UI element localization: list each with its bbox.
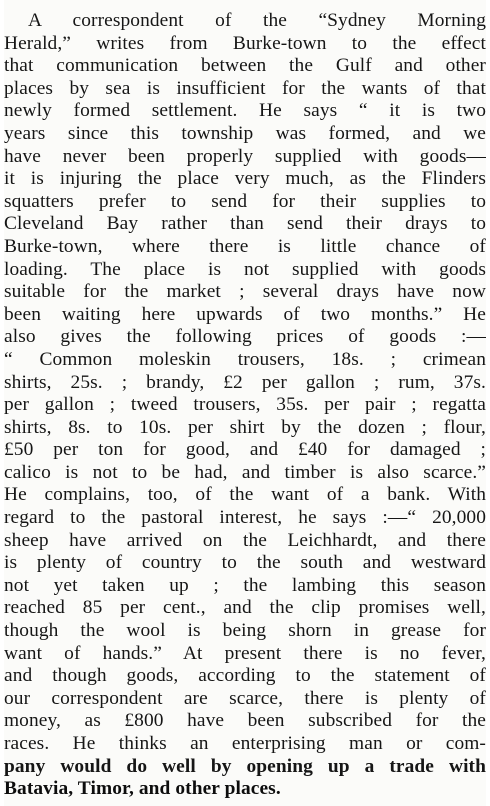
article-line: pany would do well by opening up a trade with [4,755,486,777]
article-line: it is injuring the place very much, as the Flinders [4,168,486,190]
article-line: “ Common moleskin trousers, 18s. ; crimean [4,348,486,370]
article-line: is plenty of country to the south and westward [4,552,486,574]
article-line: Herald,” writes from Burke-town to the effect [4,32,486,54]
article-body [4,10,486,801]
article-line: places by sea is insufficient for the wants of that [4,77,486,99]
article-line: been waiting here upwards of two months.” He [4,303,486,325]
article-line: money, as £800 have been subscribed for the [4,710,486,732]
article-line: sheep have arrived on the Leichhardt, and there [4,529,486,551]
article-line: newly formed settlement. He says “ it is two [4,100,486,122]
article-line: loading. The place is not supplied with goods [4,258,486,280]
article-line: Cleveland Bay rather than send their drays to [4,213,486,235]
article-line: that communication between the Gulf and other [4,55,486,77]
article-line: A correspondent of the “Sydney Morning [28,10,486,31]
article-line: reached 85 per cent., and the clip promises well, [4,597,486,619]
article-line: shirts, 25s. ; brandy, £2 per gallon ; rum, 37s. [4,371,486,393]
article-line: races. He thinks an enterprising man or com- [4,733,486,754]
article-line: and though goods, according to the statement of [4,665,486,687]
article-line: have never been properly supplied with goods— [4,145,486,167]
article-line: want of hands.” At present there is no fever, [4,642,486,664]
article-line: regard to the pastoral interest, he says :—“ 20,000 [4,507,486,529]
article-line: He complains, too, of the want of a bank. With [4,484,486,506]
article-line: Batavia, Timor, and other places. [4,778,281,800]
article-line: squatters prefer to send for their supplies to [4,190,486,212]
article-line: years since this township was formed, and we [4,122,486,144]
article-line: calico is not to be had, and timber is also scarce.” [4,461,486,483]
article-line: not yet taken up ; the lambing this season [4,574,486,596]
article-line: shirts, 8s. to 10s. per shirt by the dozen ; flour, [4,416,486,438]
article-line: £50 per ton for good, and £40 for damaged ; [4,439,486,461]
article-line: suitable for the market ; several drays have now [4,281,486,303]
article-line: per gallon ; tweed trousers, 35s. per pair ; regatta [4,394,486,416]
article-line: also gives the following prices of goods :— [4,326,486,348]
article-line: though the wool is being shorn in grease for [4,620,486,642]
article-line: Burke-town, where there is little chance of [4,235,486,257]
article-line: our correspondent are scarce, there is plenty of [4,687,486,709]
newspaper-clipping [4,0,486,806]
